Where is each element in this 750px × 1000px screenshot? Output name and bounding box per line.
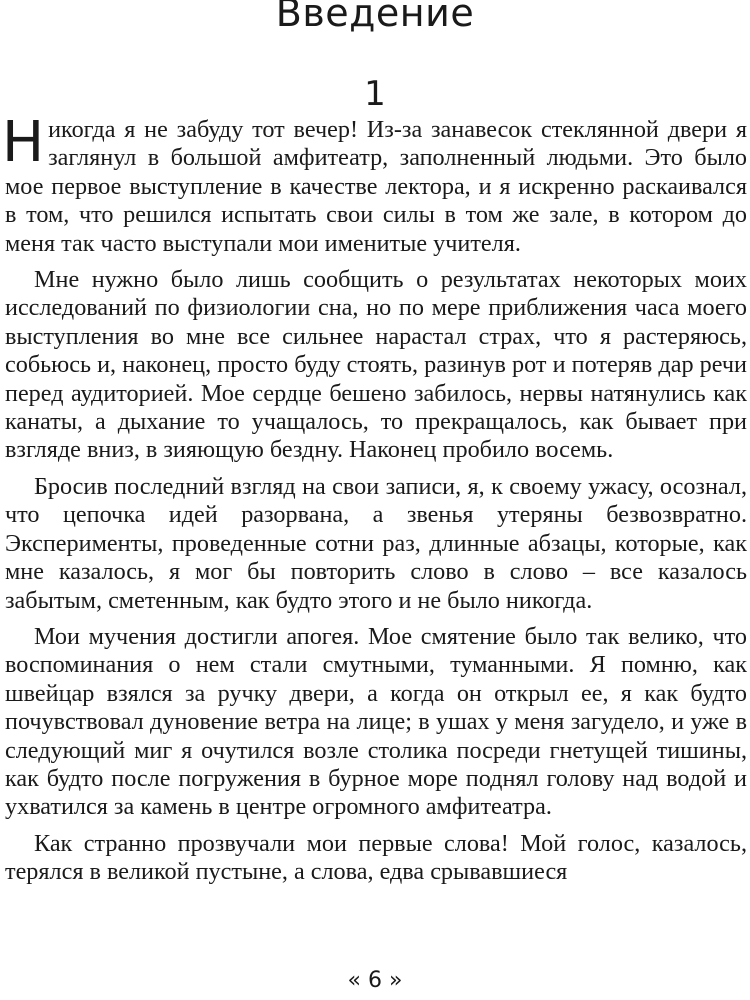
paragraph-2: Мне нужно было лишь сообщить о результатах некоторых моих исследований по физиологии сна, но по мере приближения часа моего выступления во мне все сильнее нарастал страх, что я растеряюсь, собьюсь и, наконец, просто буду стоять, разинув рот и потеряв дар речи перед аудиторией. Мое сердце бешено забилось, нервы натянулись как канаты, а дыхание то учащалось, то прекращалось, как бывает при взгляде вниз, в зияющую бездну. Наконец пробило восемь. — [5, 266, 747, 464]
paragraph-1-text: икогда я не забуду тот вечер! Из-за занавесок стеклянной двери я заглянул в большой амфитеатр, заполненный людьми. Это было мое первое выступление в качестве лектора, и я искренно раскаивался в том, что решился испытать свои силы в том же зале, в котором до меня так часто выступали мои именитые учителя. — [5, 116, 747, 257]
page-number: « 6 » — [347, 968, 403, 993]
paragraph-1 — [2, 110, 747, 258]
body-text — [2, 110, 747, 895]
section-number: 1 — [364, 74, 386, 114]
chapter-title: Введение — [275, 0, 475, 35]
dropcap-letter: Н — [2, 110, 45, 175]
paragraph-3: Бросив последний взгляд на свои записи, я, к своему ужасу, осознал, что цепочка идей разорвана, а звенья утеряны безвозвратно. Эксперименты, проведенные сотни раз, длинные абзацы, которые, как мне казалось, я мог бы повторить слово в слово – все казалось забытым, сметенным, как будто этого и не было никогда. — [5, 472, 747, 614]
paragraph-5: Как странно прозвучали мои первые слова! Мой голос, казалось, терялся в великой пустыне, а слова, едва срывавшиеся — [5, 829, 747, 886]
paragraph-4: Мои мучения достигли апогея. Мое смятение было так велико, что воспоминания о нем стали смутными, туманными. Я помню, как швейцар взялся за ручку двери, а когда он открыл ее, я как будто почувствовал дуновение ветра на лице; в ушах у меня загудело, и уже в следующий миг я очутился возле столика посреди гнетущей тишины, как будто после погружения в бурное море поднял голову над водой и ухватился за камень в центре огромного амфитеатра. — [5, 622, 747, 821]
